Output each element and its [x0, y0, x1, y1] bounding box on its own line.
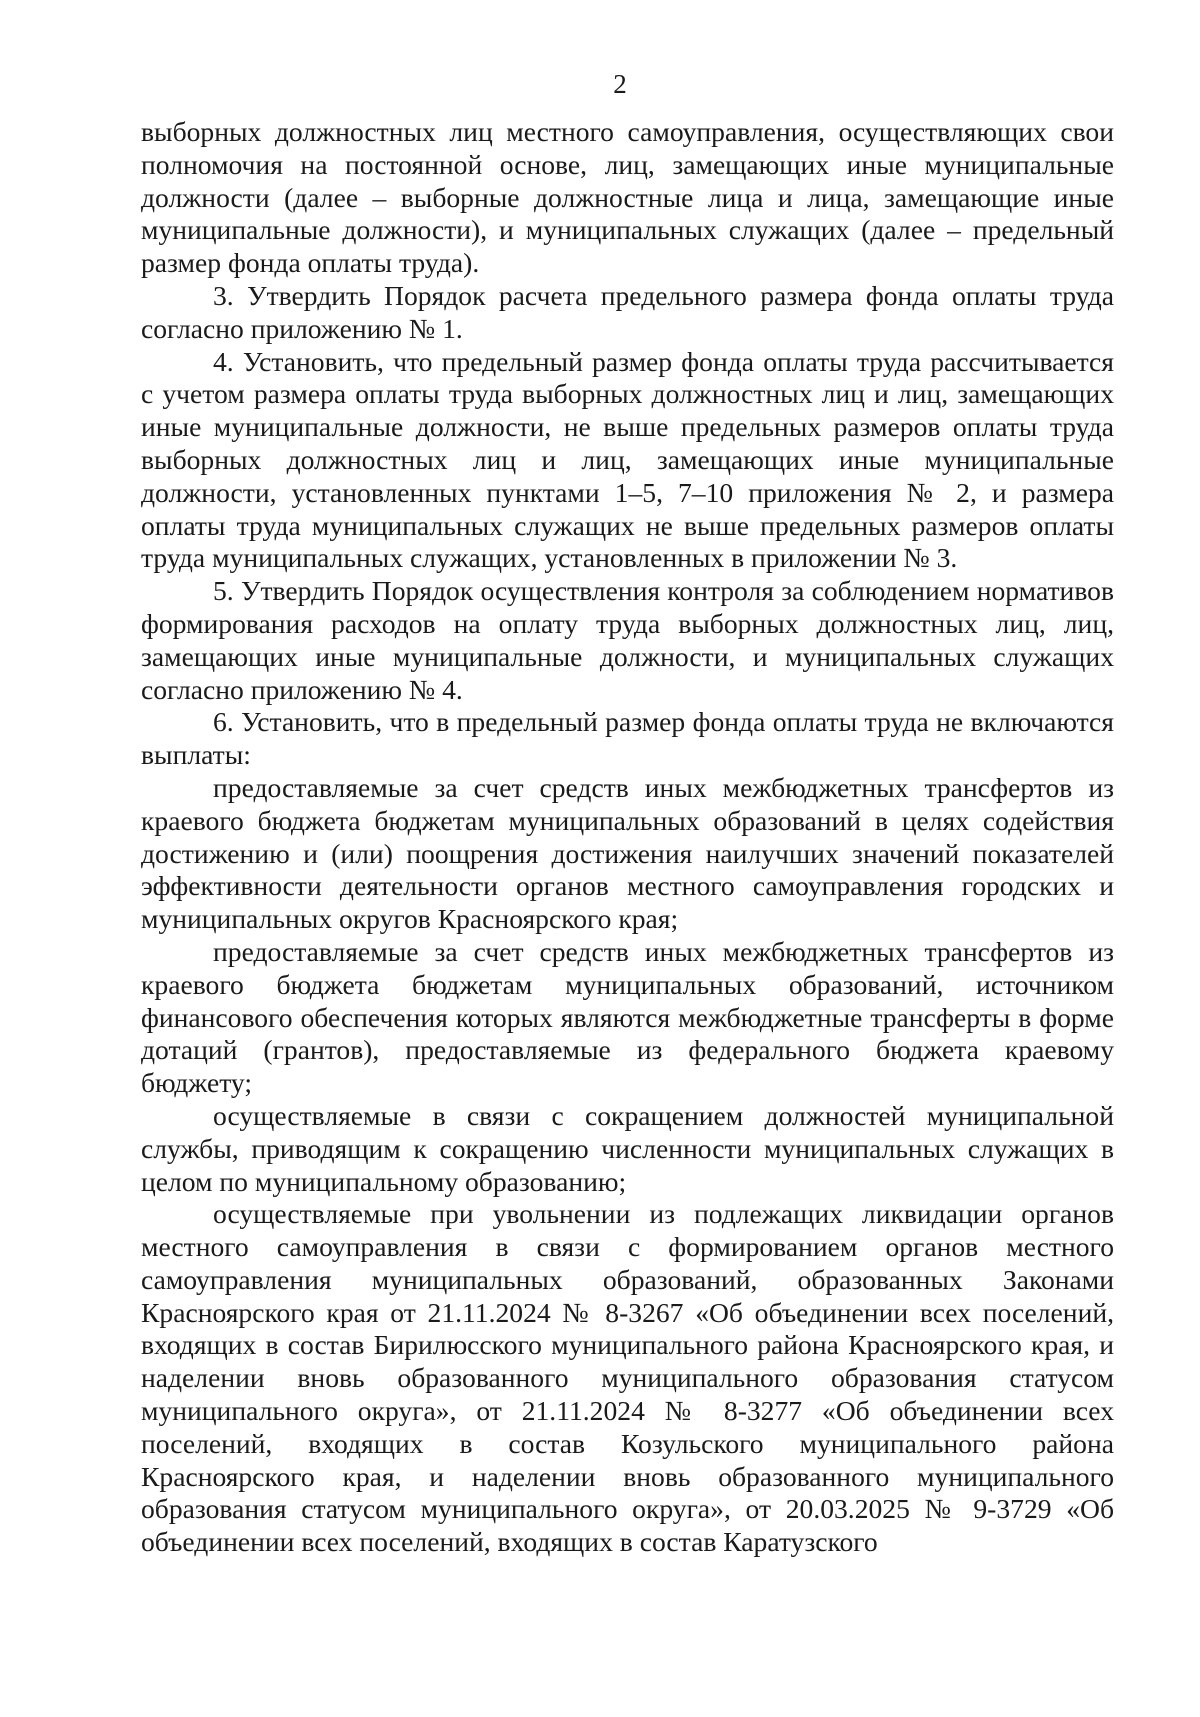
- paragraph-item-4: 4. Установить, что предельный размер фонда оплаты труда рассчитывается с учетом размера оплаты труда выборных должностных лиц и лиц, замещающих иные муниципальные должности, не выше предельных размеров оплаты труда выборных должностных лиц и лиц, замещающих иные муниципальные должности, установленных пунктами 1–5, 7–10 приложения № 2, и размера оплаты труда муниципальных служащих не выше предельных размеров оплаты труда муниципальных служащих, установленных в приложении № 3.: [141, 345, 1114, 574]
- paragraph-item-6-sub-2: предоставляемые за счет средств иных межбюджетных трансфертов из краевого бюджета бюджетам муниципальных образований, источником финансового обеспечения которых являются межбюджетные трансферты в форме дотаций (грантов), предоставляемые из федерального бюджета краевому бюджету;: [141, 935, 1114, 1099]
- paragraph-item-6-sub-1: предоставляемые за счет средств иных межбюджетных трансфертов из краевого бюджета бюджетам муниципальных образований в целях содействия достижению и (или) поощрения достижения наилучших значений показателей эффективности деятельности органов местного самоуправления городских и муниципальных округов Красноярского края;: [141, 771, 1114, 935]
- paragraph-item-5: 5. Утвердить Порядок осуществления контроля за соблюдением нормативов формирования расходов на оплату труда выборных должностных лиц, лиц, замещающих иные муниципальные должности, и муниципальных служащих согласно приложению № 4.: [141, 575, 1114, 705]
- paragraph-item-6-sub-3: осуществляемые в связи с сокращением должностей муниципальной службы, приводящим к сокращению численности муниципальных служащих в целом по муниципальному образованию;: [141, 1099, 1114, 1197]
- paragraph-item-6-sub-4: осуществляемые при увольнении из подлежащих ликвидации органов местного самоуправления в связи с формированием органов местного самоуправления муниципальных образований, образованных Законами Красноярского края от 21.11.2024 № 8-3267 «Об объединении всех поселений, входящих в состав Бирилюсского муниципального района Красноярского края, и наделении вновь образованного муниципального образования статусом муниципального округа», от 21.11.2024 № 8-3277 «Об объединении всех поселений, входящих в состав Козульского муниципального района Красноярского края, и наделении вновь образованного муниципального образования статусом муниципального округа», от 20.03.2025 № 9-3729 «Об объединении всех поселений, входящих в состав Каратузского: [141, 1198, 1114, 1558]
- paragraph-item-6: 6. Установить, что в предельный размер фонда оплаты труда не включаются выплаты:: [141, 706, 1114, 771]
- page-number: 2: [613, 69, 627, 99]
- paragraph-item-3: 3. Утвердить Порядок расчета предельного размера фонда оплаты труда согласно приложению № 1.: [141, 279, 1114, 344]
- paragraph-intro-continuation: выборных должностных лиц местного самоуправления, осуществляющих свои полномочия на постоянной основе, лиц, замещающих иные муниципальные должности (далее – выборные должностные лица и лица, замещающие иные муниципальные должности), и муниципальных служащих (далее – предельный размер фонда оплаты труда).: [141, 116, 1114, 279]
- document-body: [141, 116, 1114, 1559]
